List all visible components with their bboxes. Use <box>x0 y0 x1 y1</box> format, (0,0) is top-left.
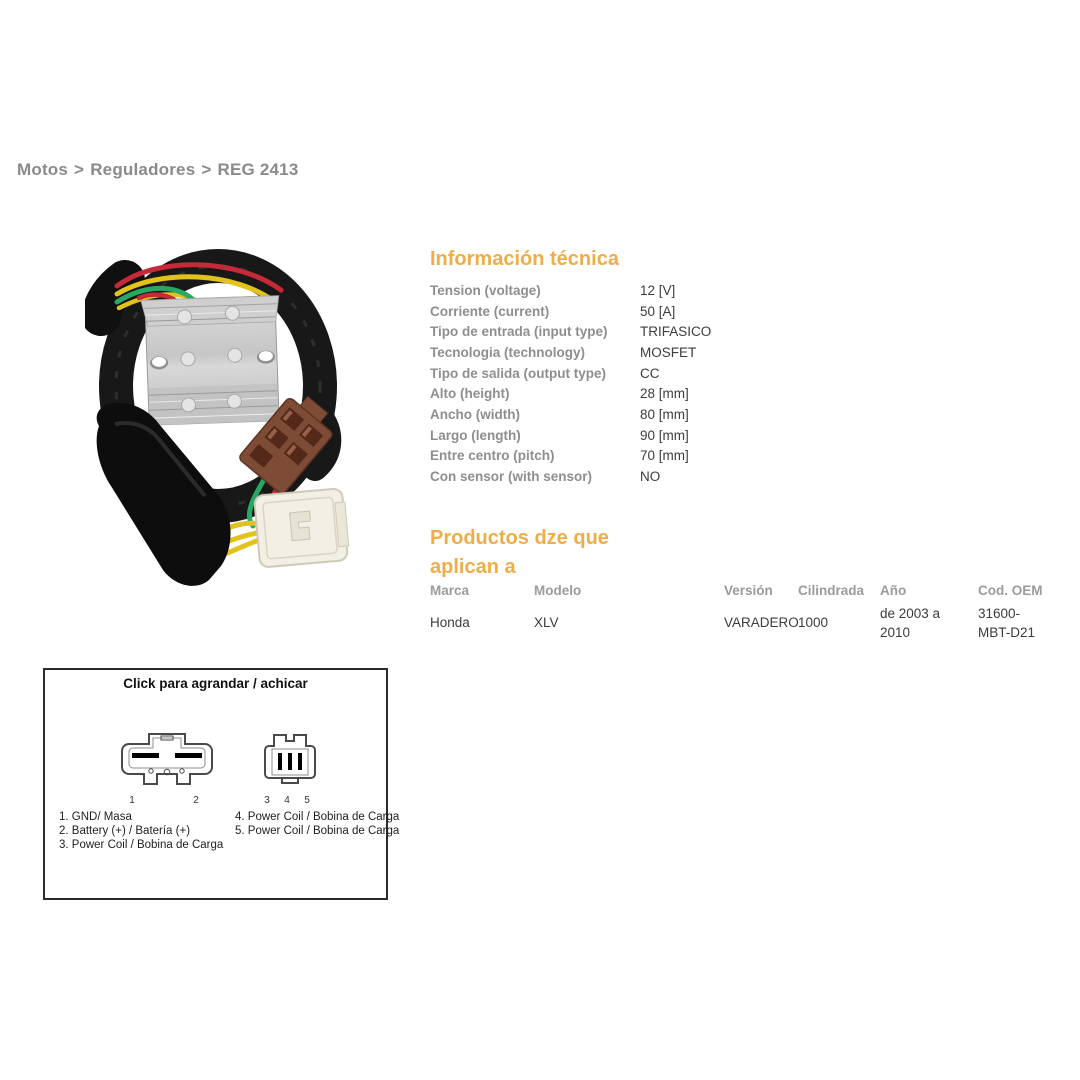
breadcrumb-separator: > <box>74 160 85 179</box>
spec-label: Entre centro (pitch) <box>430 448 555 464</box>
spec-label: Alto (height) <box>430 386 510 402</box>
col-header-oem: Cod. OEM <box>978 583 1043 598</box>
connector-white <box>254 488 350 568</box>
pin-slot-1 <box>132 753 159 758</box>
breadcrumb-link-motos[interactable]: Motos <box>17 160 69 179</box>
spec-value: 50 [A] <box>640 303 676 319</box>
col-header-cilindrada: Cilindrada <box>798 583 865 598</box>
cell-marca: Honda <box>430 615 470 630</box>
cell-oem: 31600-MBT-D21 <box>978 606 1036 640</box>
spec-value: 28 [mm] <box>640 386 689 402</box>
pin-legend-column-1 <box>59 810 223 852</box>
col-header-marca: Marca <box>430 583 470 598</box>
applications-table-header <box>430 583 1068 598</box>
pin-label-4: 4 <box>284 795 290 806</box>
tech-info-list <box>430 280 760 487</box>
pin-slot-3 <box>278 753 282 770</box>
spec-row-sensor <box>430 466 760 487</box>
spec-row-height <box>430 383 760 404</box>
spec-row-input-type <box>430 321 760 342</box>
connector-diagram-box[interactable] <box>43 668 400 900</box>
pin-label-3: 3 <box>264 795 270 806</box>
cell-ano: de 2003 a 2010 <box>880 606 941 640</box>
pin-label-5: 5 <box>304 795 310 806</box>
connector-2pin-outline <box>122 734 212 784</box>
regulator-body <box>141 296 283 426</box>
pin-legend-column-2 <box>235 810 399 838</box>
spec-label: Con sensor (with sensor) <box>430 469 593 485</box>
legend-item-powercoil-3: 3. Power Coil / Bobina de Carga <box>59 839 224 851</box>
spec-label: Tipo de salida (output type) <box>430 365 607 381</box>
spec-row-width <box>430 404 760 425</box>
spec-row-output-type <box>430 363 760 384</box>
spec-row-technology <box>430 342 760 363</box>
col-header-version: Versión <box>724 583 773 598</box>
spec-value: 80 [mm] <box>640 406 689 422</box>
pin-label-1: 1 <box>129 795 135 806</box>
cell-version: VARADERO <box>724 615 799 630</box>
product-photo[interactable] <box>85 228 420 593</box>
breadcrumb <box>17 160 298 180</box>
spec-row-current <box>430 301 760 322</box>
pin-slot-4 <box>288 753 292 770</box>
spec-label: Ancho (width) <box>430 406 520 422</box>
spec-value: NO <box>640 469 661 485</box>
legend-item-gnd: 1. GND/ Masa <box>59 811 132 823</box>
pin-slot-5 <box>298 753 302 770</box>
cell-modelo: XLV <box>534 615 559 630</box>
spec-value: 12 [V] <box>640 282 676 298</box>
legend-item-powercoil-4: 4. Power Coil / Bobina de Carga <box>235 811 400 823</box>
spec-value: TRIFASICO <box>640 324 712 340</box>
rubber-boot <box>97 403 231 586</box>
connector-pinout-diagram <box>45 722 390 814</box>
applications-title: Productos dze que aplican a <box>430 527 609 578</box>
spec-value: 70 [mm] <box>640 448 689 464</box>
spec-row-pitch <box>430 446 760 467</box>
spec-value: 90 [mm] <box>640 427 689 443</box>
pin-label-2: 2 <box>193 795 199 806</box>
spec-value: CC <box>640 365 660 381</box>
spec-label: Tipo de entrada (input type) <box>430 324 608 340</box>
col-header-modelo: Modelo <box>534 583 582 598</box>
breadcrumb-separator: > <box>201 160 212 179</box>
legend-item-powercoil-5: 5. Power Coil / Bobina de Carga <box>235 825 400 837</box>
spec-value: MOSFET <box>640 344 697 360</box>
spec-row-voltage <box>430 280 760 301</box>
spec-label: Largo (length) <box>430 427 521 443</box>
col-header-ano: Año <box>880 583 907 598</box>
spec-row-length <box>430 425 760 446</box>
spec-label: Corriente (current) <box>430 303 550 319</box>
diagram-title: Click para agrandar / achicar <box>123 676 308 691</box>
cell-cilindrada: 1000 <box>798 615 829 630</box>
legend-item-battery: 2. Battery (+) / Batería (+) <box>59 825 191 837</box>
spec-label: Tecnologia (technology) <box>430 344 585 360</box>
breadcrumb-link-reguladores[interactable]: Reguladores <box>90 160 196 179</box>
breadcrumb-current-reg2413[interactable]: REG 2413 <box>217 160 299 179</box>
pin-slot-2 <box>175 753 202 758</box>
tech-info-title: Información técnica <box>430 248 619 270</box>
spec-label: Tension (voltage) <box>430 282 541 298</box>
applications-table-row <box>430 604 1068 642</box>
